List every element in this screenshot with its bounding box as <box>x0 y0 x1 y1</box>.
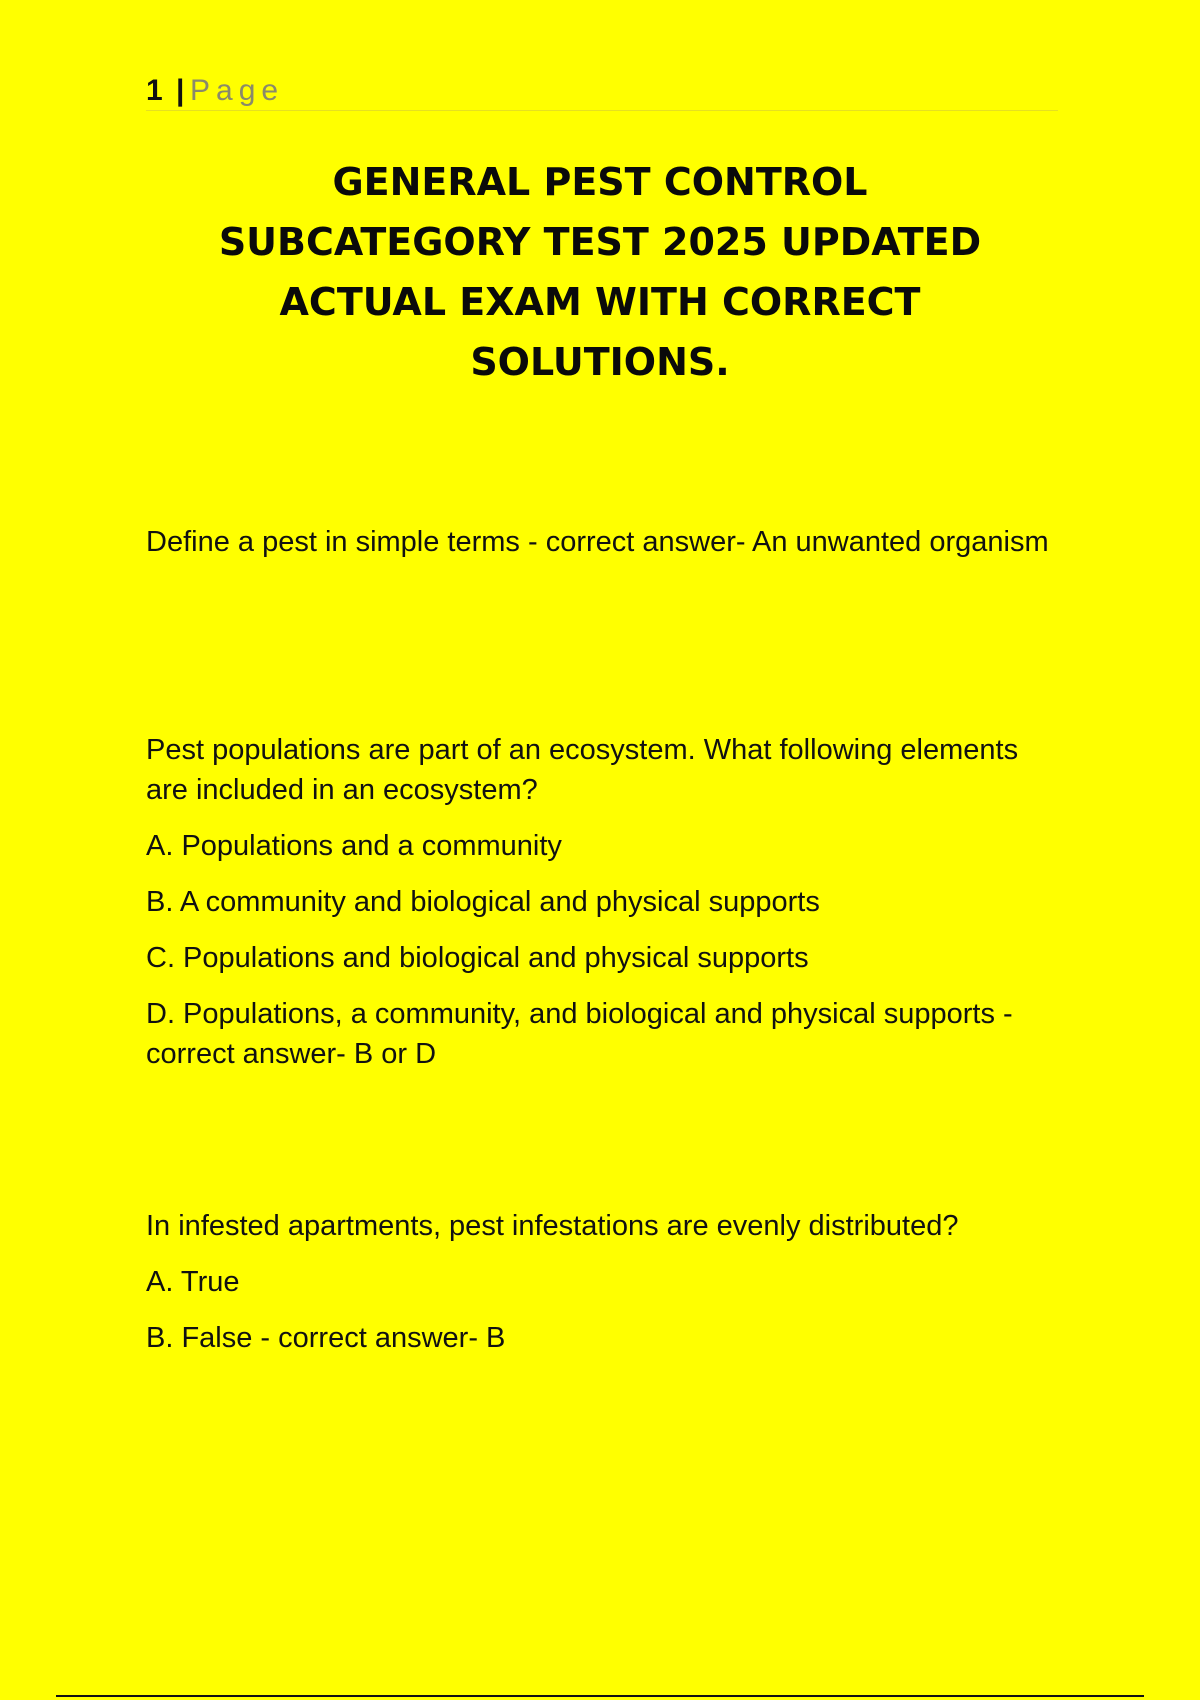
question-3-text: In infested apartments, pest infestations are evenly distributed? <box>146 1210 959 1242</box>
title-line-2: SUBCATEGORY TEST 2025 UPDATED <box>218 220 982 264</box>
question-2-text: Pest populations are part of an ecosystem. What following elements are included in an ecosystem? <box>146 734 1019 806</box>
title-line-3: ACTUAL EXAM WITH CORRECT <box>279 280 921 324</box>
page-number: 1 <box>146 74 164 107</box>
question-2-option-c: C. Populations and biological and physical supports <box>146 942 809 974</box>
question-3 <box>146 1206 1066 1358</box>
question-1 <box>146 522 1066 562</box>
title-line-1: GENERAL PEST CONTROL <box>332 160 868 204</box>
page-number-separator: | <box>176 74 185 107</box>
question-3-option-b: B. False - correct answer- B <box>146 1322 506 1354</box>
question-2-option-b: B. A community and biological and physical supports <box>146 886 820 918</box>
question-1-text: Define a pest in simple terms - correct answer- An unwanted organism <box>146 526 1049 558</box>
title-line-4: SOLUTIONS. <box>470 340 730 384</box>
document-title <box>100 152 1100 392</box>
question-2 <box>146 730 1066 1074</box>
page-header <box>146 70 1058 111</box>
question-2-option-a: A. Populations and a community <box>146 830 562 862</box>
page-label: Page <box>190 74 285 107</box>
question-2-option-d: D. Populations, a community, and biological and physical supports - correct answer- B or D <box>146 998 1013 1070</box>
footer-rule <box>56 1695 1144 1697</box>
question-3-option-a: A. True <box>146 1266 240 1298</box>
